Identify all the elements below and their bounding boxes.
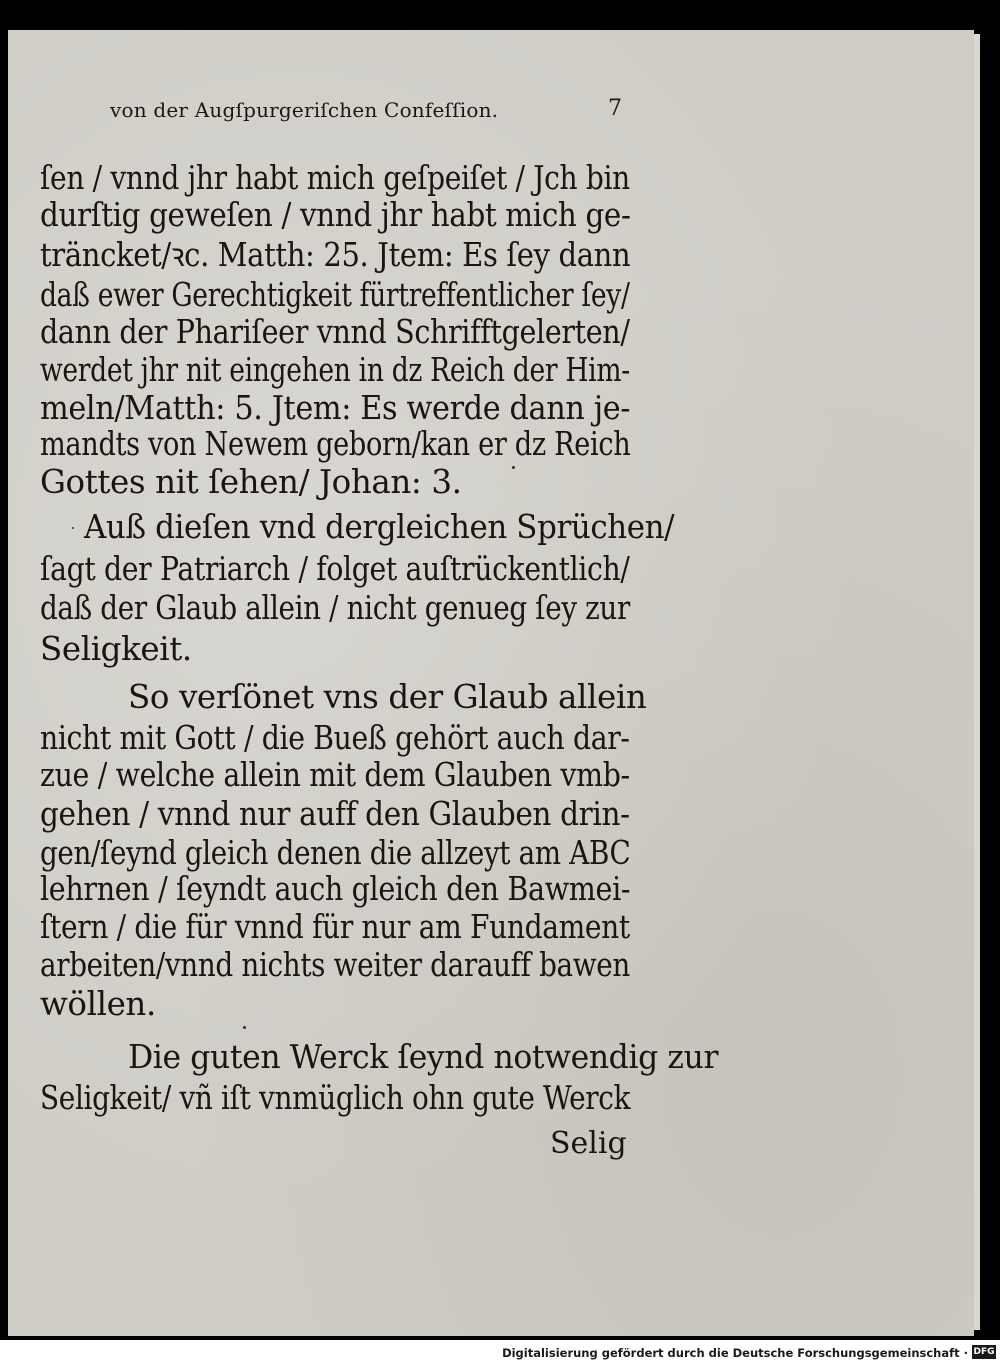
- text-line: nicht mit Gott / die Bueß gehört auch dar‑: [40, 719, 630, 757]
- text-line: ſtern / die für vnnd für nur am Fundament: [40, 908, 630, 946]
- text-line: mandts von Newem geborn/kan er dz Reich: [40, 425, 631, 463]
- text-line: lehrnen / ſeyndt auch gleich den Bawmei‑: [40, 870, 631, 908]
- ink-speck: [512, 466, 515, 469]
- funding-credit: Digitalisierung gefördert durch die Deutsche Forschungsgemeinschaft ·: [502, 1346, 968, 1360]
- text-line: So verſönet vns der Glaub allein: [128, 678, 647, 716]
- text-line: Seligkeit/ vñ iſt vnmüglich ohn gute Werck: [40, 1079, 631, 1117]
- text-line: Auß dieſen vnd dergleichen Sprüchen/: [84, 508, 675, 546]
- text-line: arbeiten/vnnd nichts weiter darauff bawen: [40, 946, 630, 984]
- dfg-logo: DFG: [973, 1347, 995, 1357]
- ink-speck: [243, 1026, 246, 1029]
- text-line: dann der Phariſeer vnnd Schrifftgelerten/: [40, 313, 630, 351]
- text-line: daß ewer Gerechtigkeit fürtreffentlicher ſey/: [40, 276, 630, 314]
- ink-speck: [72, 527, 74, 529]
- text-line: träncket/ꝛc. Matth: 25. Jtem: Es ſey dann: [40, 236, 631, 274]
- text-line: ſagt der Patriarch / folget auſtrückentlich/: [40, 550, 630, 588]
- text-line: gen/ſeynd gleich denen die allzeyt am ABC: [40, 834, 631, 872]
- text-line: gehen / vnnd nur auff den Glauben drin‑: [40, 795, 630, 833]
- text-line: durſtig geweſen / vnnd jhr habt mich ge‑: [40, 196, 631, 234]
- text-line: meln/Matth: 5. Jtem: Es werde dann je‑: [40, 389, 631, 427]
- text-line: werdet jhr nit eingehen in dz Reich der Him‑: [40, 351, 630, 389]
- text-line: wöllen.: [40, 985, 156, 1023]
- running-head: von der Augſpurgeriſchen Confeſſion.: [110, 98, 499, 122]
- page-edge: [974, 34, 980, 1330]
- text-line: daß der Glaub allein / nicht genueg ſey zur: [40, 589, 630, 627]
- text-line: Seligkeit.: [40, 630, 192, 668]
- text-line: ſen / vnnd jhr habt mich geſpeiſet / Jch bin: [40, 159, 630, 197]
- folio-number: 7: [608, 96, 622, 121]
- catchword: Selig: [550, 1126, 627, 1161]
- text-line: zue / welche allein mit dem Glauben vmb‑: [40, 756, 630, 794]
- text-line: Die guten Werck ſeynd notwendig zur: [128, 1038, 719, 1076]
- text-line: Gottes nit ſehen/ Johan: 3.: [40, 463, 462, 501]
